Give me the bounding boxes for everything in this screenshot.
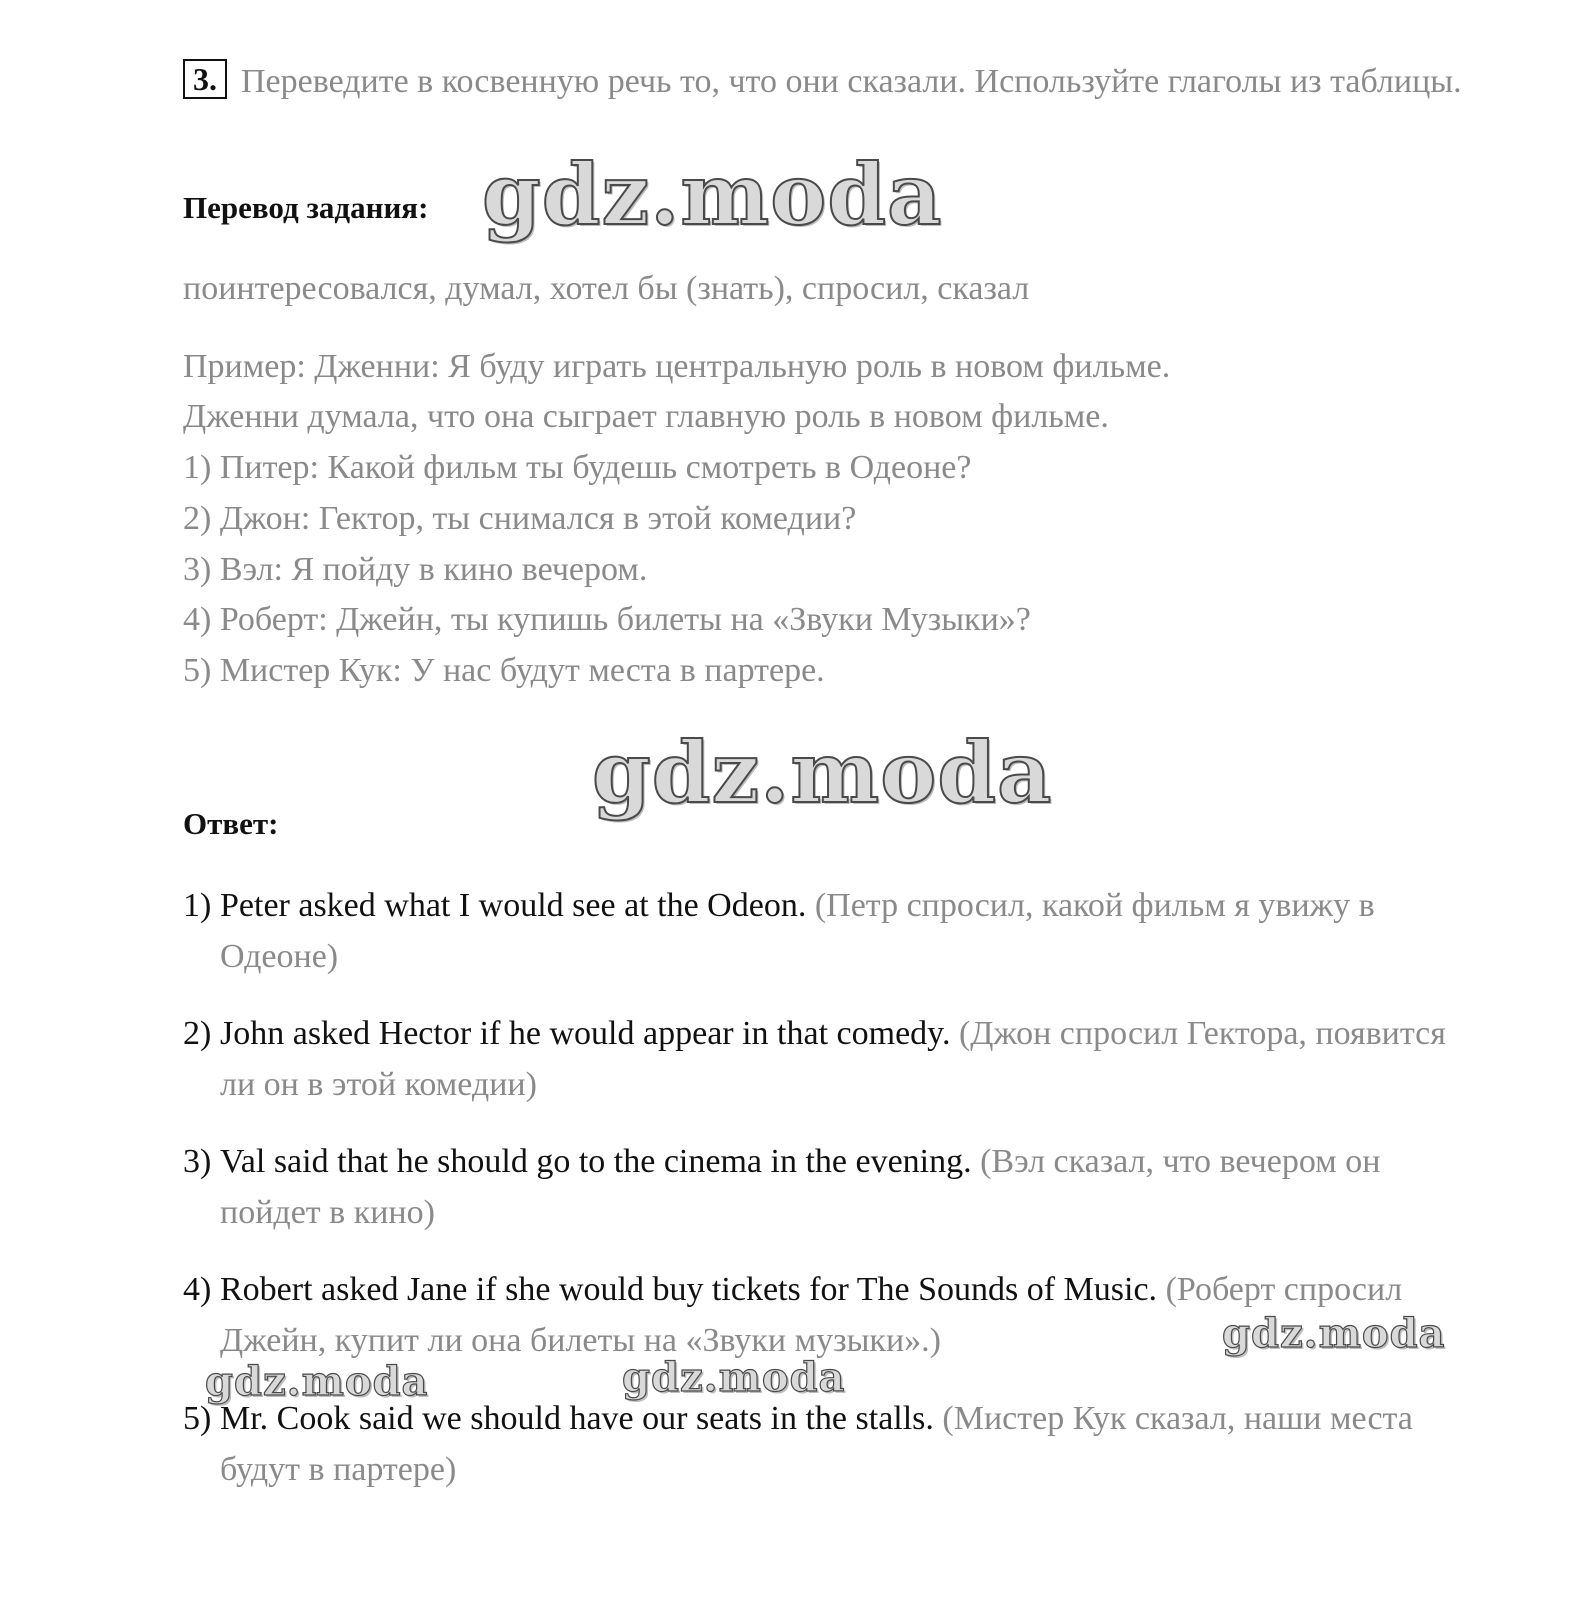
answer-item <box>183 1008 1473 1110</box>
task-item: 1) Питер: Какой фильм ты будешь смотреть в Одеоне? <box>183 449 972 486</box>
task-number: 3. <box>183 59 227 99</box>
task-instruction: Переведите в косвенную речь то, что они сказали. Используйте глаголы из таблицы. <box>241 63 1462 100</box>
watermark: gdz.moda <box>1222 1310 1446 1357</box>
answer-number: 4) <box>183 1271 212 1308</box>
watermark: gdz.moda <box>622 1354 846 1401</box>
answer-number: 3) <box>183 1143 212 1180</box>
translation-heading: Перевод задания: <box>183 190 429 225</box>
watermark: gdz.moda <box>205 1358 429 1405</box>
example-line-2: Дженни думала, что она сыграет главную роль в новом фильме. <box>183 398 1109 435</box>
answer-item <box>183 1264 1473 1366</box>
answer-heading: Ответ: <box>183 806 279 841</box>
task-item: 3) Вэл: Я пойду в кино вечером. <box>183 551 648 588</box>
task-instruction-block <box>183 56 1473 108</box>
answer-item <box>183 880 1473 982</box>
watermark: gdz.moda <box>482 145 943 244</box>
example-line-1: Пример: Дженни: Я буду играть центральную роль в новом фильме. <box>183 348 1171 385</box>
answer-english: John asked Hector if he would appear in that comedy. <box>220 1015 951 1052</box>
verbs-line: поинтересовался, думал, хотел бы (знать), спросил, сказал <box>183 270 1030 307</box>
answer-russian: (Мистер Кук сказал, наши места будут в партере) <box>220 1400 1413 1488</box>
task-item: 2) Джон: Гектор, ты снимался в этой комедии? <box>183 500 857 537</box>
answer-number: 2) <box>183 1015 212 1052</box>
answer-number: 1) <box>183 887 212 924</box>
answer-item <box>183 1136 1473 1238</box>
task-item: 5) Мистер Кук: У нас будут места в партере. <box>183 652 825 689</box>
answer-russian: (Джон спросил Гектора, появится ли он в этой комедии) <box>220 1015 1446 1103</box>
answer-russian: (Вэл сказал, что вечером он пойдет в кино) <box>220 1143 1381 1231</box>
answer-number: 5) <box>183 1400 212 1437</box>
watermark: gdz.moda <box>592 723 1053 822</box>
answer-english: Val said that he should go to the cinema in the evening. <box>220 1143 972 1180</box>
answer-english: Peter asked what I would see at the Odeon. <box>220 887 807 924</box>
answer-russian: (Роберт спросил Джейн, купит ли она билеты на «Звуки музыки».) <box>220 1271 1403 1359</box>
answer-english: Mr. Cook said we should have our seats in the stalls. <box>220 1400 934 1437</box>
answer-item <box>183 1393 1473 1495</box>
answer-english: Robert asked Jane if she would buy tickets for The Sounds of Music. <box>220 1271 1158 1308</box>
answer-russian: (Петр спросил, какой фильм я увижу в Одеоне) <box>220 887 1375 975</box>
task-item: 4) Роберт: Джейн, ты купишь билеты на «Звуки Музыки»? <box>183 601 1031 638</box>
